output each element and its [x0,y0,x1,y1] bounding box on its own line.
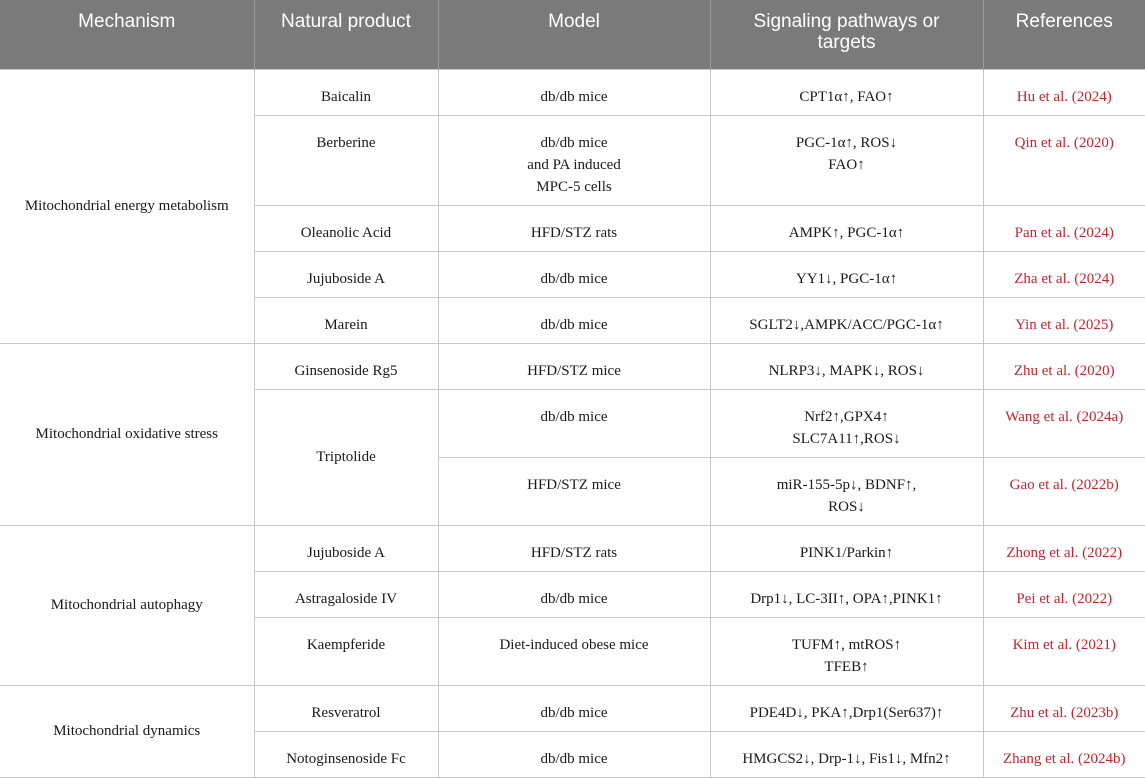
product-cell: Kaempferide [254,617,438,685]
targets-line: SLC7A11↑,ROS↓ [792,430,901,447]
model-line: HFD/STZ rats [530,224,618,241]
reference-link[interactable]: Gao et al. (2022b) [983,457,1145,525]
targets-line: SGLT2↓,AMPK/ACC/PGC-1α↑ [749,316,944,333]
mechanism-cell: Mitochondrial energy metabolism [0,69,254,343]
targets-line: Nrf2↑,GPX4↑ [804,408,889,425]
reference-link[interactable]: Zha et al. (2024) [983,251,1145,297]
reference-link[interactable]: Zhu et al. (2023b) [983,685,1145,731]
targets-line: PGC-1α↑, ROS↓ [795,134,898,151]
model-cell [438,343,710,389]
targets-cell [710,457,983,525]
product-cell: Triptolide [254,389,438,525]
model-cell [438,571,710,617]
reference-link[interactable]: Zhang et al. (2024b) [983,731,1145,777]
model-cell [438,389,710,457]
targets-line: HMGCS2↓, Drp-1↓, Fis1↓, Mfn2↑ [742,750,951,767]
reference-link[interactable]: Zhu et al. (2020) [983,343,1145,389]
table-body [0,69,1145,777]
table-row [0,525,1145,571]
model-line: db/db mice [540,88,608,105]
targets-line: PINK1/Parkin↑ [799,544,894,561]
targets-line: AMPK↑, PGC-1α↑ [788,224,905,241]
model-cell [438,205,710,251]
targets-cell [710,343,983,389]
targets-line: PDE4D↓, PKA↑,Drp1(Ser637)↑ [749,704,944,721]
model-cell [438,685,710,731]
model-line: Diet-induced obese mice [499,636,649,653]
table-header [0,0,1145,69]
header-mechanism: Mechanism [0,0,254,69]
model-line: db/db mice [540,590,608,607]
targets-line: FAO↑ [828,156,865,173]
reference-link[interactable]: Pei et al. (2022) [983,571,1145,617]
targets-cell [710,251,983,297]
reference-link[interactable]: Qin et al. (2020) [983,115,1145,205]
targets-cell [710,525,983,571]
reference-link[interactable]: Kim et al. (2021) [983,617,1145,685]
reference-link[interactable]: Yin et al. (2025) [983,297,1145,343]
model-line: MPC-5 cells [536,178,612,195]
targets-line: TFEB↑ [824,658,869,675]
model-line: db/db mice [540,134,608,151]
model-line: db/db mice [540,270,608,287]
targets-cell [710,617,983,685]
table-row [0,69,1145,115]
product-cell: Baicalin [254,69,438,115]
product-cell: Notoginsenoside Fc [254,731,438,777]
model-cell [438,731,710,777]
header-model: Model [438,0,710,69]
product-cell: Astragaloside IV [254,571,438,617]
targets-line: miR-155-5p↓, BDNF↑, [776,476,917,493]
model-cell [438,251,710,297]
targets-cell [710,297,983,343]
targets-cell [710,205,983,251]
model-line: db/db mice [540,750,608,767]
table-row [0,685,1145,731]
mechanism-cell: Mitochondrial autophagy [0,525,254,685]
reference-link[interactable]: Hu et al. (2024) [983,69,1145,115]
product-cell: Ginsenoside Rg5 [254,343,438,389]
targets-line: CPT1α↑, FAO↑ [799,88,894,105]
targets-cell [710,731,983,777]
model-cell [438,69,710,115]
mechanism-cell: Mitochondrial dynamics [0,685,254,777]
targets-cell [710,389,983,457]
model-cell [438,617,710,685]
header-pathways-line-2: targets [817,32,876,53]
reference-link[interactable]: Wang et al. (2024a) [983,389,1145,457]
header-references: References [983,0,1145,69]
model-cell [438,457,710,525]
targets-cell [710,69,983,115]
header-signaling-pathways [710,0,983,69]
header-natural-product: Natural product [254,0,438,69]
product-cell: Berberine [254,115,438,205]
targets-line: NLRP3↓, MAPK↓, ROS↓ [768,362,925,379]
product-cell: Resveratrol [254,685,438,731]
header-pathways-line-1: Signaling pathways or [753,11,940,32]
model-cell [438,297,710,343]
product-cell: Jujuboside A [254,251,438,297]
targets-line: ROS↓ [828,498,865,515]
model-line: HFD/STZ rats [530,544,618,561]
model-line: and PA induced [527,156,621,173]
product-cell: Oleanolic Acid [254,205,438,251]
reference-link[interactable]: Zhong et al. (2022) [983,525,1145,571]
product-cell: Jujuboside A [254,525,438,571]
targets-line: Drp1↓, LC-3II↑, OPA↑,PINK1↑ [750,590,943,607]
product-cell: Marein [254,297,438,343]
targets-cell [710,685,983,731]
targets-line: TUFM↑, mtROS↑ [791,636,902,653]
targets-cell [710,571,983,617]
targets-cell [710,115,983,205]
model-line: db/db mice [540,704,608,721]
table-row [0,343,1145,389]
model-line: db/db mice [540,408,608,425]
mechanism-cell: Mitochondrial oxidative stress [0,343,254,525]
model-line: HFD/STZ mice [527,476,621,493]
model-cell [438,115,710,205]
reference-link[interactable]: Pan et al. (2024) [983,205,1145,251]
model-line: HFD/STZ mice [527,362,621,379]
targets-line: YY1↓, PGC-1α↑ [795,270,898,287]
model-line: db/db mice [540,316,608,333]
model-cell [438,525,710,571]
